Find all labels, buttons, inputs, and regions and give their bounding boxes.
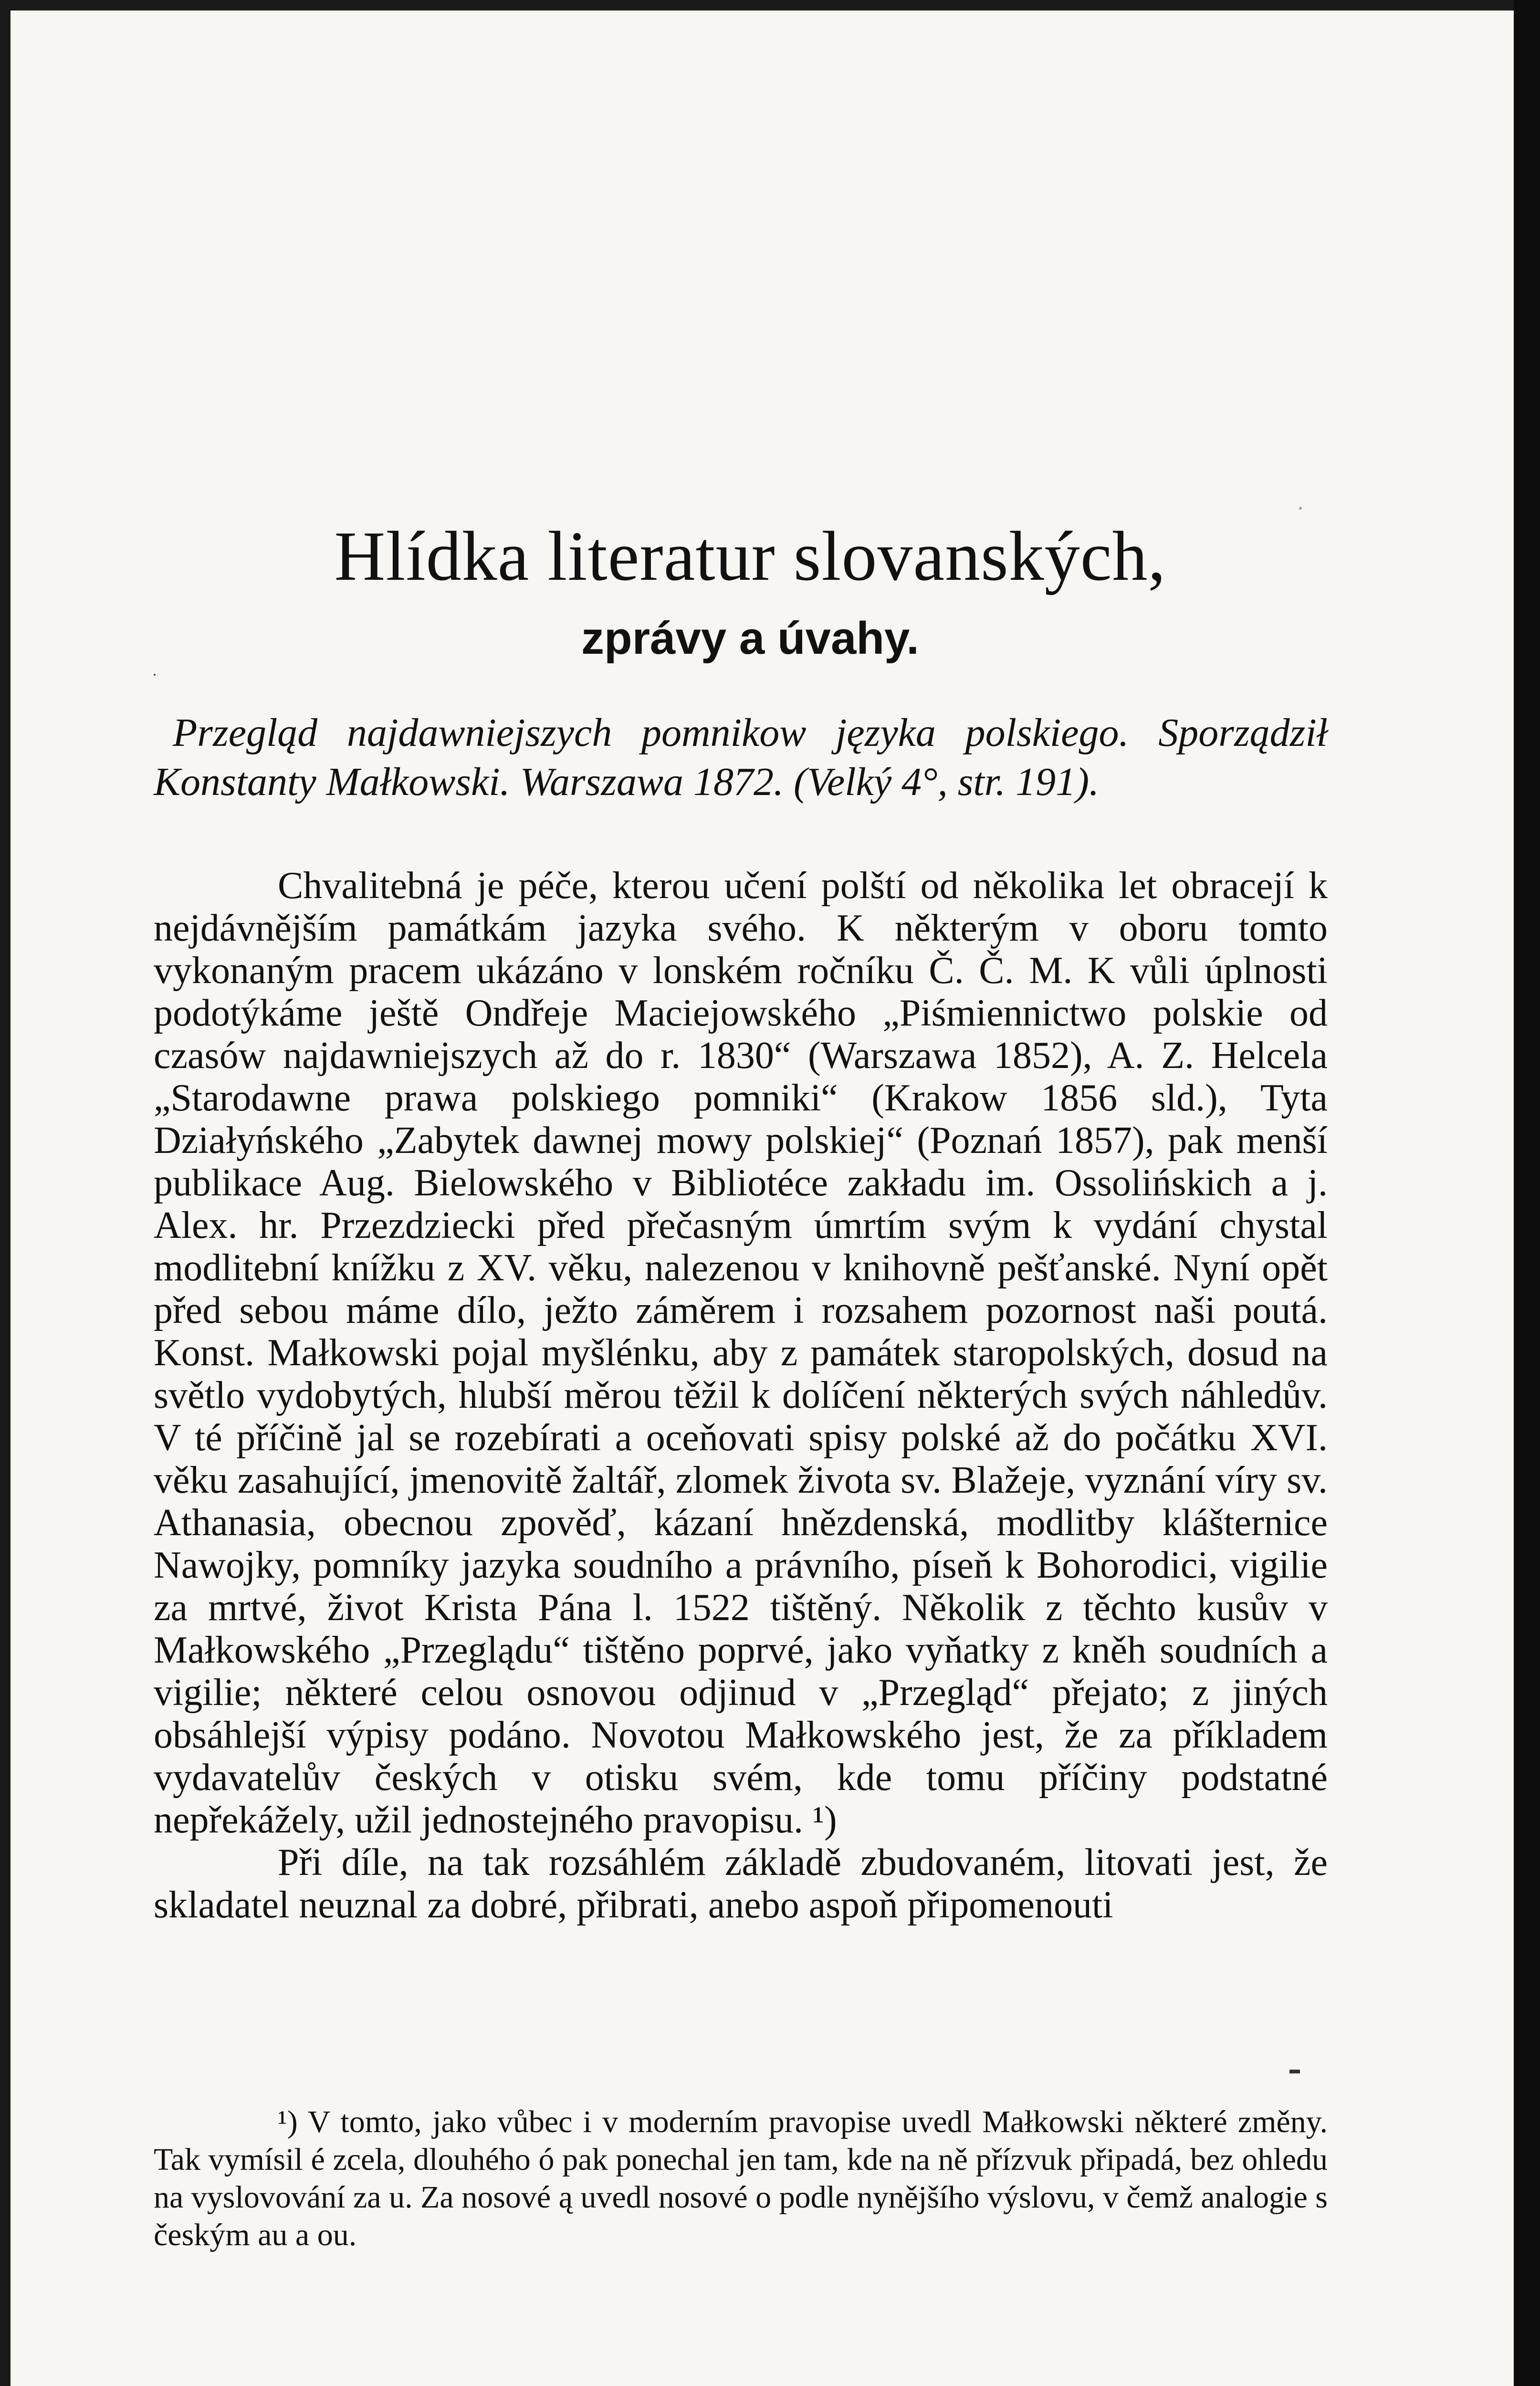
paragraph: Chvalitebná je péče, kterou učení polští od několika let obracejí k nejdávnějším památkám jazyka svého. K některým v oboru tomto vykonaným pracem ukázáno v lonském ročníku Č. Č. M. K vůli úplnosti podotýkáme ještě Ondřeje Maciejowského „Piśmiennictwo polskie od czasów najdawniejszych až do r. 1830“ (Warszawa 1852), A. Z. Helcela „Starodawne prawa polskiego pomniki“ (Krakow 1856 sld.), Tyta Działyńského „Zabytek dawnej mowy polskiej“ (Poznań 1857), pak menší publikace Aug. Bielowského v Bibliotéce zakładu im. Ossolińskich a j. Alex. hr. Przezdziecki před přečasným úmrtím svým k vydání chystal modlitební knížku z XV. věku, nalezenou v knihovně pešťanské. Nyní opět před sebou máme dílo, ježto záměrem i rozsahem pozornost naši poutá. Konst. Małkowski pojal myšlénku, aby z památek staropolských, dosud na světlo vydobytých, hlubší měrou těžil k dolíčení některých svých náhledův. V té příčině jal se rozebírati a oceňovati spisy polské až do počátku XVI. věku zasahující, jmenovitě žaltář, zlomek života sv. Blažeje, vyznání víry sv. Athanasia, obecnou zpověď, kázaní hnězdenská, modlitby klášternice Nawojky, pomníky jazyka soudního a právního, píseň k Bohorodici, vigilie za mrtvé, život Krista Pána l. 1522 tištěný. Několik z těchto kusův v Małkowského „Przeglądu“ tištěno poprvé, jako vyňatky z kněh soudních a vigilie; některé celou osnovou odjinud v „Przegląd“ přejato; z jiných obsáhlejší výpisy podáno. Novotou Małkowského jest, že za příkladem vydavatelův českých v otisku svém, kde tomu příčiny podstatné nepřekážely, užil jednostejného pravopisu. ¹) (154, 865, 1328, 1841)
speck (154, 674, 156, 676)
speck (1299, 507, 1302, 510)
paragraph: Při díle, na tak rozsáhlém základě zbudovaném, litovati jest, že skladatel neuznal za dobré, přibrati, anebo aspoň připomenouti (154, 1842, 1328, 1926)
page-title: Hlídka literatur slovanských, (334, 517, 1166, 596)
page-subtitle: zprávy a úvahy. (581, 613, 919, 664)
footnote: ¹) V tomto, jako vůbec i v moderním pravopise uvedl Małkowski některé změny. Tak vymísil é zcela, dlouhého ó pak ponechal jen tam, kde na ně přízvuk připadá, bez ohledu na vyslovování za u. Za nosové ą uvedl nosové o podle nynějšího výslovu, v čemž analogie s českým au a ou. (154, 2104, 1328, 2252)
footnote-mark (1289, 2070, 1300, 2073)
article-body (154, 865, 1328, 1926)
scan-right-edge (1514, 0, 1540, 2386)
scan-left-edge (0, 0, 10, 2386)
book-citation: Przegląd najdawniejszych pomnikow języka polskiego. Sporządził Konstanty Małkowski. Warszawa 1872. (Velký 4°, str. 191). (154, 711, 1328, 804)
page (10, 10, 1514, 2386)
